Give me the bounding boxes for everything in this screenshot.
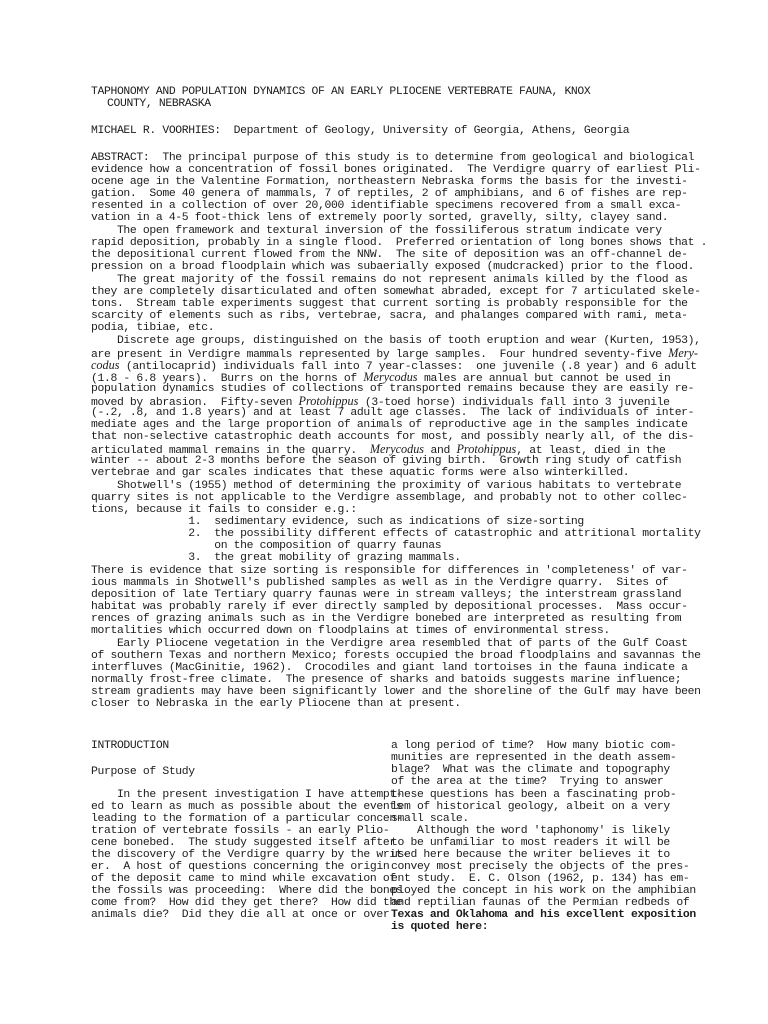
genus-name: Protohippus: [456, 442, 517, 456]
section-heading: INTRODUCTION: [91, 740, 169, 752]
body-line: the discovery of the Verdigre quarry by the writ-: [91, 849, 409, 861]
body-line: Although the word 'taphonomy' is likely: [391, 825, 670, 837]
body-line: ployed the concept in his work on the amphibian: [391, 885, 696, 897]
text-span: are present in Verdigre mammals represented by large samples. Four hundred seventy-five: [91, 349, 669, 361]
abstract-line: Discrete age groups, distinguished on the basis of tooth eruption and wear (Kurten, 1953),: [91, 335, 701, 347]
abstract-line: mortalities which occurred down on floodplains at times of environmental stress.: [91, 625, 610, 637]
text-span: and: [424, 445, 457, 457]
title-line-1: TAPHONOMY AND POPULATION DYNAMICS OF AN EARLY PLIOCENE VERTEBRATE FAUNA, KNOX: [91, 86, 591, 98]
body-line: the fossils was proceeding: Where did the bones: [91, 885, 403, 897]
genus-name: Mery-: [668, 346, 698, 360]
body-line: come from? How did they get there? How did the: [91, 897, 403, 909]
body-line: tration of vertebrate fossils - an early Plio-: [91, 825, 390, 837]
abstract-line: Shotwell's (1955) method of determining the proximity of various habitats to vertebrate: [91, 480, 682, 492]
abstract-line: pression on a broad floodplain which was subaerially exposed (mudcracked) prior to the flood.: [91, 261, 695, 273]
text-span: , at least, died in the: [516, 445, 666, 457]
abstract-line: deposition of late Tertiary quarry faunas were in stream valleys; the interstream grassland: [91, 589, 682, 601]
title-line-2: COUNTY, NEBRASKA: [107, 98, 211, 110]
body-line: er. A host of questions concerning the origin: [91, 861, 390, 873]
abstract-line: vation in a 4-5 foot-thick lens of extremely poorly sorted, gravelly, silty, clayey sand.: [91, 212, 669, 224]
list-item: 1. sedimentary evidence, such as indications of size-sorting: [91, 516, 584, 528]
abstract-line: of southern Texas and northern Mexico; forests occupied the broad floodplains and savannas the: [91, 650, 701, 662]
body-line: small scale.: [391, 813, 469, 825]
body-line: ent study. E. C. Olson (1962, p. 134) has em-: [391, 873, 690, 885]
text-span: (3-toed horse) individuals fall into 3 juvenile: [358, 397, 670, 409]
abstract-line: normally frost-free climate. The presence of sharks and batoids suggests marine influence;: [91, 674, 682, 686]
body-line: blage? What was the climate and topography: [391, 764, 670, 776]
body-line: these questions has been a fascinating prob-: [391, 789, 677, 801]
subsection-heading: Purpose of Study: [91, 766, 195, 778]
body-line: In the present investigation I have attempt-: [91, 789, 403, 801]
abstract-line: ocene age in the Valentine Formation, northeastern Nebraska forms the basis for the investi-: [91, 176, 688, 188]
abstract-line: the depositional current flowed from the NNW. The site of deposition was an off-channel de-: [91, 249, 688, 261]
author-affiliation: MICHAEL R. VOORHIES: Department of Geology, University of Georgia, Athens, Georgia: [91, 125, 630, 137]
body-line: a long period of time? How many biotic com-: [391, 740, 677, 752]
abstract-line: rapid deposition, probably in a single flood. Preferred orientation of long bones shows that .: [91, 237, 708, 249]
abstract-line: they are completely disarticulated and often somewhat abraded, except for 7 articulated skele-: [91, 286, 701, 298]
abstract-line: that non-selective catastrophic death accounts for most, and possibly nearly all, of the dis-: [91, 431, 695, 443]
abstract-line: scarcity of elements such as ribs, vertebrae, sacra, and phalanges compared with rami, meta-: [91, 310, 688, 322]
body-line: Texas and Oklahoma and his excellent exposition: [391, 909, 696, 921]
body-line: lem of historical geology, albeit on a very: [391, 801, 670, 813]
abstract-line: podia, tibiae, etc.: [91, 322, 215, 334]
body-line: is quoted here:: [391, 921, 489, 933]
abstract-line: gation. Some 40 genera of mammals, 7 of reptiles, 2 of amphibians, and 6 of fishes are rep-: [91, 188, 688, 200]
abstract-line: evidence how a concentration of fossil bones originated. The Verdigre quarry of earliest Pli-: [91, 164, 701, 176]
abstract-line: tons. Stream table experiments suggest that current sorting is probably responsible for the: [91, 298, 688, 310]
abstract-line: habitat was probably rarely if ever directly sampled by depositional processes. Mass occur-: [91, 601, 688, 613]
abstract-line: closer to Nebraska in the early Pliocene than at present.: [91, 698, 461, 710]
body-line: leading to the formation of a particular concen-: [91, 813, 403, 825]
list-item: 2. the possibility different effects of catastrophic and attritional mortality: [91, 528, 701, 540]
genus-name: codus: [91, 358, 120, 372]
abstract-line: rences of grazing animals such as in the Verdigre bonebed are interpreted as resulting from: [91, 613, 682, 625]
text-span: males are annual but cannot be used in: [417, 373, 671, 385]
text-span: moved by abrasion. Fifty-seven: [91, 397, 299, 409]
body-line: cene bonebed. The study suggested itself after: [91, 837, 396, 849]
body-line: munities are represented in the death assem-: [391, 752, 677, 764]
body-line: convey most precisely the objects of the pres-: [391, 861, 690, 873]
abstract-line: (-.2, .8, and 1.8 years) and at least 7 adult age classes. The lack of individuals of inter-: [91, 407, 695, 419]
list-item: on the composition of quarry faunas: [91, 540, 442, 552]
abstract-line: mediate ages and the large proportion of animals of reproductive age in the samples indicate: [91, 419, 688, 431]
body-line: ed to learn as much as possible about the events: [91, 801, 403, 813]
abstract-line: resented in a collection of over 20,000 identifiable specimens recovered from a small exca-: [91, 200, 682, 212]
abstract-line: ious mammals in Shotwell's published samples as well as in the Verdigre quarry. Sites of: [91, 577, 669, 589]
abstract-line: quarry sites is not applicable to the Verdigre assemblage, and probably not to other collec-: [91, 492, 688, 504]
genus-name: Merycodus: [363, 370, 418, 384]
abstract-line: population dynamics studies of collections of transported remains because they are easily re-: [91, 383, 695, 395]
abstract-line: stream gradients may have been significantly lower and the shoreline of the Gulf may have been: [91, 686, 701, 698]
body-line: and reptilian faunas of the Permian redbeds of: [391, 897, 690, 909]
text-span: (1.8 - 6.8 years). Burrs on the horns of: [91, 373, 364, 385]
body-line: of the area at the time? Trying to answer: [391, 776, 664, 788]
abstract-line: interfluves (MacGinitie, 1962). Crocodiles and giant land tortoises in the fauna indicate a: [91, 662, 688, 674]
text-span: articulated mammal remains in the quarry.: [91, 445, 370, 457]
body-line: to be unfamiliar to most readers it will be: [391, 837, 670, 849]
abstract-line: vertebrae and gar scales indicates that these aquatic forms were also winterkilled.: [91, 467, 630, 479]
text-span: (antilocaprid) individuals fall into 7 year-classes: one juvenile (.8 year) and 6 adult: [119, 361, 697, 373]
body-line: of the deposit came to mind while excavation of: [91, 873, 396, 885]
abstract-line: The open framework and textural inversion of the fossiliferous stratum indicate very: [91, 225, 662, 237]
genus-name: Merycodus: [369, 442, 425, 456]
genus-name: Protohippus: [298, 394, 359, 408]
body-line: animals die? Did they die all at once or over: [91, 909, 390, 921]
abstract-line: The great majority of the fossil remains do not represent animals killed by the flood as: [91, 274, 688, 286]
abstract-line: Early Pliocene vegetation in the Verdigre area resembled that of parts of the Gulf Coast: [91, 638, 688, 650]
body-line: used here because the writer believes it to: [391, 849, 670, 861]
abstract-line: There is evidence that size sorting is responsible for differences in 'completeness' of var-: [91, 565, 688, 577]
abstract-line: ABSTRACT: The principal purpose of this study is to determine from geological and biological: [91, 152, 695, 164]
list-item: 3. the great mobility of grazing mammals.: [91, 552, 461, 564]
abstract-line: winter -- about 2-3 months before the season of giving birth. Growth ring study of catfish: [91, 455, 682, 467]
abstract-line: tions, because it fails to consider e.g.:: [91, 504, 357, 516]
